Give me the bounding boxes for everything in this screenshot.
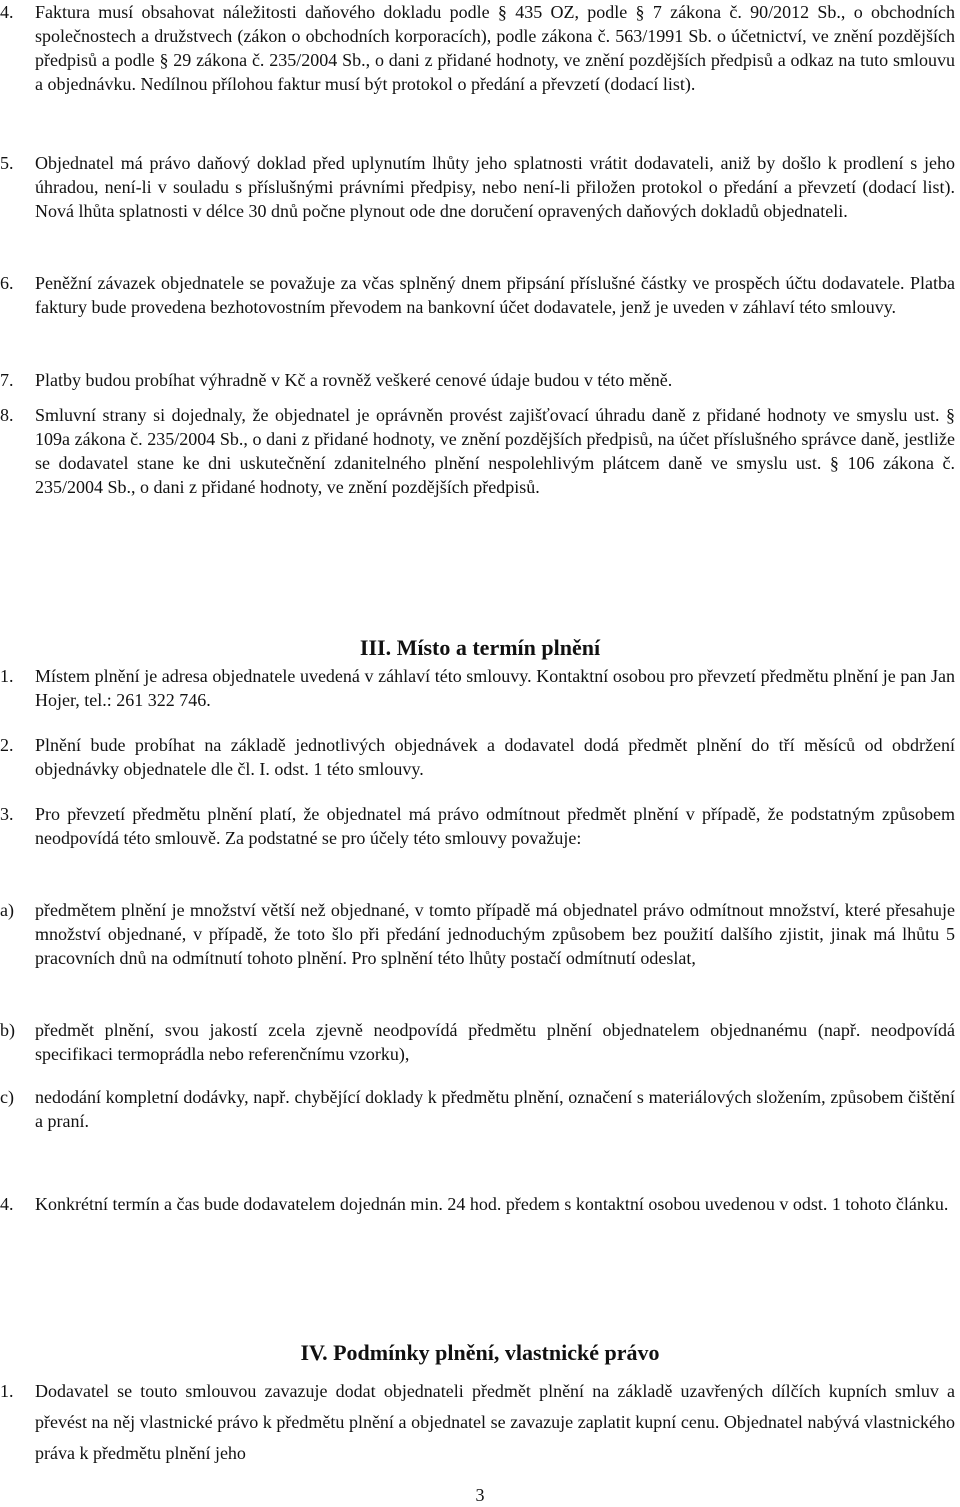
list-item <box>0 1376 955 1469</box>
item-text: Platby budou probíhat výhradně v Kč a rovněž veškeré cenové údaje budou v této měně. <box>35 370 673 390</box>
item-text: Peněžní závazek objednatele se považuje za včas splněný dnem připsání příslušné částky ve prospěch účtu dodavatele. Platba faktury bude provedena bezhotovostním převodem na bankovní účet dodavatele, jenž je uveden v záhlaví této smlouvy. <box>35 273 955 317</box>
sub-item-letter: c) <box>0 1087 14 1107</box>
list-item <box>0 403 955 499</box>
list-item <box>0 733 955 781</box>
list-item <box>0 664 955 712</box>
list-item <box>0 1192 955 1216</box>
list-item <box>0 151 955 223</box>
sub-item-text: předmět plnění, svou jakostí zcela zjevně neodpovídá předmětu plnění objednatelem objednanému (např. neodpovídá specifikaci termoprádla nebo referenčnímu vzorku), <box>35 1020 955 1064</box>
section-heading: III. Místo a termín plnění <box>359 635 601 660</box>
item-text: Dodavatel se touto smlouvou zavazuje dodat objednateli předmět plnění na základě uzavřených dílčích kupních smluv a převést na něj vlastnické právo k předmětu plnění a objednatel se zavazuje zaplatit kupní cenu. Objednatel nabývá vlastnického práva k předmětu plnění jeho <box>35 1381 955 1463</box>
item-text: Pro převzetí předmětu plnění platí, že objednatel má právo odmítnout předmět plnění v případě, že podstatným způsobem neodpovídá této smlouvě. Za podstatné se pro účely této smlouvy považuje: <box>35 804 955 848</box>
sub-item-letter: b) <box>0 1020 15 1040</box>
item-text: Konkrétní termín a čas bude dodavatelem dojednán min. 24 hod. předem s kontaktní osobou uvedenou v odst. 1 tohoto článku. <box>35 1194 949 1214</box>
sub-item-letter: a) <box>0 900 14 920</box>
item-number: 8. <box>0 405 14 425</box>
item-text: Objednatel má právo daňový doklad před uplynutím lhůty jeho splatnosti vrátit dodavateli, aniž by došlo k prodlení s jeho úhradou, není-li v souladu s příslušnými právními předpisy, nebo není-li přiložen protokol o předání a převzetí (dodací list). Nová lhůta splatnosti v délce 30 dnů počne plynout ode dne doručení opravených daňových dokladů objednateli. <box>35 153 955 221</box>
item-number: 3. <box>0 804 14 824</box>
item-text: Plnění bude probíhat na základě jednotlivých objednávek a dodavatel dodá předmět plnění do tří měsíců od obdržení objednávky objednatele dle čl. I. odst. 1 této smlouvy. <box>35 735 955 779</box>
sub-item-text: nedodání kompletní dodávky, např. chybějící doklady k předmětu plnění, označení s materiálových složením, způsobem čištění a praní. <box>35 1087 955 1131</box>
list-item <box>0 368 955 392</box>
item-number: 6. <box>0 273 14 293</box>
item-text: Faktura musí obsahovat náležitosti daňového dokladu podle § 435 OZ, podle § 7 zákona č. 90/2012 Sb., o obchodních společnostech a družstvech (zákon o obchodních korporacích), podle zákona č. 563/1991 Sb. o účetnictví, ve znění pozdějších předpisů a podle § 29 zákona č. 235/2004 Sb., o dani z přidané hodnoty, ve znění pozdějších předpisů a odkaz na tuto smlouvu a objednávku. Nedílnou přílohou faktur musí být protokol o předání a převzetí (dodací list). <box>35 2 955 94</box>
item-text: Místem plnění je adresa objednatele uvedená v záhlaví této smlouvy. Kontaktní osobou pro převzetí předmětu plnění je pan Jan Hojer, tel.: 261 322 746. <box>35 666 955 710</box>
item-number: 7. <box>0 370 14 390</box>
list-item <box>0 0 955 96</box>
item-number: 5. <box>0 153 14 173</box>
item-number: 2. <box>0 735 14 755</box>
item-text: Smluvní strany si dojednaly, že objednatel je oprávněn provést zajišťovací úhradu daně z přidané hodnoty ve smyslu ust. § 109a zákona č. 235/2004 Sb., o dani z přidané hodnoty, ve znění pozdějších předpisů, na účet příslušného správce daně, jestliže se dodavatel stane ke dni uskutečnění zdanitelného plnění nespolehlivým plátcem daně ve smyslu ust. § 106 zákona č. 235/2004 Sb., o dani z přidané hodnoty, ve znění pozdějších předpisů. <box>35 405 955 497</box>
section-heading: IV. Podmínky plnění, vlastnické právo <box>300 1340 660 1365</box>
sub-item <box>0 1085 955 1133</box>
page-number: 3 <box>475 1485 485 1505</box>
item-number: 4. <box>0 1194 14 1214</box>
item-number: 1. <box>0 666 14 686</box>
item-number: 1. <box>0 1381 14 1401</box>
sub-item-text: předmětem plnění je množství větší než objednané, v tomto případě má objednatel právo odmítnout množství, které přesahuje množství objednané, v případě, že toto šlo při předání jednoduchým způsobem bez použití dalšího zjistit, jinak má lhůtu 5 pracovních dnů na odmítnutí tohoto plnění. Pro splnění této lhůty postačí odmítnutí odeslat, <box>35 900 955 968</box>
list-item <box>0 802 955 850</box>
sub-item <box>0 898 955 970</box>
item-number: 4. <box>0 2 14 22</box>
sub-item <box>0 1018 955 1066</box>
list-item <box>0 271 955 319</box>
